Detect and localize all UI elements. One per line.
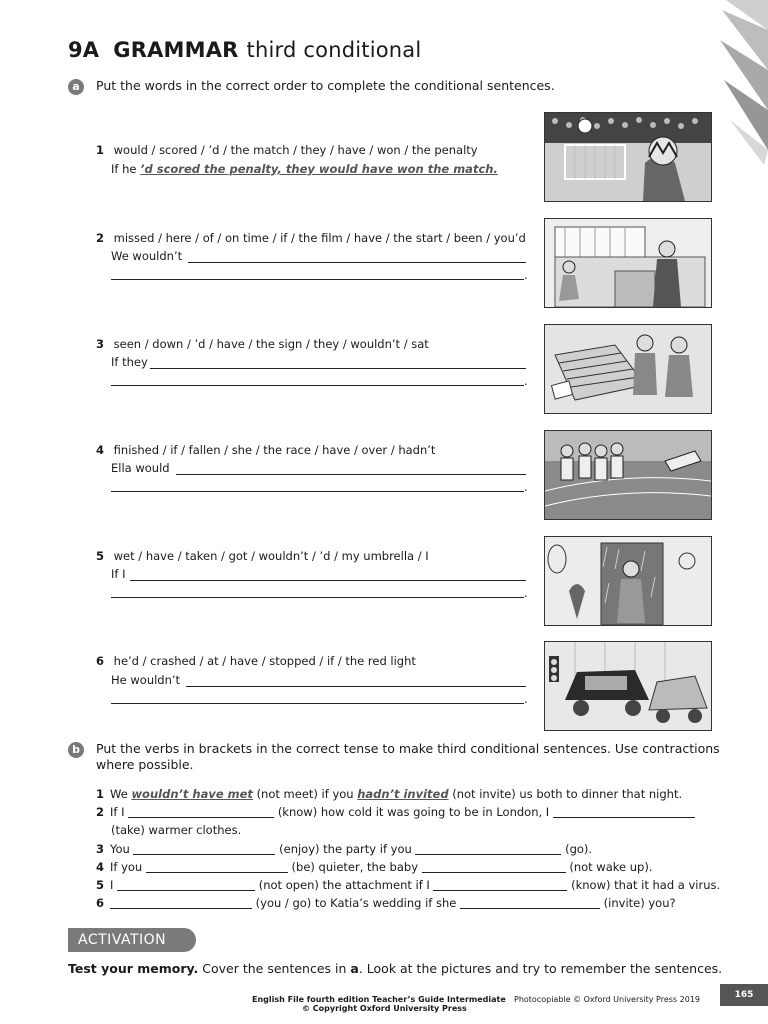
answer-blank[interactable] — [433, 878, 567, 891]
exercise-a-item-1: 1 would / scored / ’d / the match / they / have / won / the penalty — [96, 143, 478, 157]
answer-blank[interactable] — [186, 685, 526, 687]
answer-blank[interactable] — [553, 805, 695, 818]
exercise-b-item-3: 3 You (enjoy) the party if you (go). — [96, 842, 593, 856]
sentence-start-5: If I — [111, 567, 126, 581]
book-title: English File fourth edition Teacher’s Guide Intermediate — [252, 995, 506, 1004]
part-b-badge: b — [68, 742, 84, 758]
illustration-rain — [544, 536, 712, 626]
exercise-a-item-6: 6 he’d / crashed / at / have / stopped / if / the red light — [96, 654, 416, 668]
word-prompt: would / scored / ’d / the match / they / have / won / the penalty — [113, 143, 478, 157]
example-answer: wouldn’t have met — [131, 787, 253, 801]
word-prompt: finished / if / fallen / she / the race / have / over / hadn’t — [113, 443, 436, 457]
page-title — [68, 38, 421, 62]
word-prompt: he’d / crashed / at / have / stopped / if / the red light — [113, 654, 416, 668]
sentence-start-3: If they — [111, 355, 148, 369]
unit-number: 9A — [68, 38, 100, 62]
answer-blank[interactable] — [111, 278, 524, 280]
exercise-b-item-2: 2 If I (know) how cold it was going to be in London, I — [96, 805, 695, 819]
word-prompt: missed / here / of / on time / if / the film / have / the start / been / you’d — [113, 231, 526, 245]
sentence-start-6: He wouldn’t — [111, 673, 181, 687]
exercise-a-item-5: 5 wet / have / taken / got / wouldn’t / ’d / my umbrella / I — [96, 549, 429, 563]
answer-blank[interactable] — [111, 384, 524, 386]
illustration-penalty — [544, 112, 712, 202]
illustration-race — [544, 430, 712, 520]
answer-blank[interactable] — [460, 896, 600, 909]
copyright-notice: © Copyright Oxford University Press — [302, 1004, 467, 1013]
page-number: 165 — [720, 984, 768, 1006]
word-prompt: wet / have / taken / got / wouldn’t / ’d / my umbrella / I — [113, 549, 429, 563]
topic-name: third conditional — [246, 38, 422, 62]
example-answer: hadn’t invited — [357, 787, 449, 801]
exercise-b-item-6: 6 (you / go) to Katia’s wedding if she (invite) you? — [96, 896, 676, 910]
illustration-bench — [544, 324, 712, 414]
illustration-cinema — [544, 218, 712, 308]
answer-blank[interactable] — [176, 473, 526, 475]
exercise-b-item-2-continued: (take) warmer clothes. — [111, 823, 242, 837]
answer-blank[interactable] — [188, 261, 526, 263]
answer-blank[interactable] — [133, 842, 275, 855]
activation-instruction: Test your memory. Cover the sentences in a. Look at the pictures and try to remember the sentences. — [68, 961, 723, 976]
word-prompt: seen / down / ’d / have / the sign / they / wouldn’t / sat — [113, 337, 429, 351]
exercise-a-item-2: 2 missed / here / of / on time / if / the film / have / the start / been / you’d — [96, 231, 526, 245]
answer-blank[interactable] — [111, 490, 524, 492]
answer-blank[interactable] — [146, 860, 288, 873]
exercise-a-item-3: 3 seen / down / ’d / have / the sign / they / wouldn’t / sat — [96, 337, 429, 351]
part-a-instruction: Put the words in the correct order to complete the conditional sentences. — [96, 78, 555, 93]
section-name: GRAMMAR — [113, 38, 239, 62]
sentence-start-2: We wouldn’t — [111, 249, 183, 263]
answer-blank[interactable] — [150, 367, 526, 369]
answer-blank[interactable] — [128, 805, 274, 818]
exercise-b-item-4: 4 If you (be) quieter, the baby (not wake up). — [96, 860, 653, 874]
answer-blank[interactable] — [117, 878, 255, 891]
part-a-badge: a — [68, 79, 84, 95]
exercise-a-item-4: 4 finished / if / fallen / she / the race / have / over / hadn’t — [96, 443, 436, 457]
example-answer: ’d scored the penalty, they would have won the match. — [140, 162, 498, 176]
exercise-b-item-1: 1 We wouldn’t have met (not meet) if you hadn’t invited (not invite) us both to dinner that night. — [96, 787, 683, 801]
answer-blank[interactable] — [111, 596, 524, 598]
answer-line-1: If he ’d scored the penalty, they would have won the match. — [111, 162, 498, 176]
exercise-b-item-5: 5 I (not open) the attachment if I (know) that it had a virus. — [96, 878, 721, 892]
answer-blank[interactable] — [130, 579, 526, 581]
activation-banner: ACTIVATION — [68, 928, 196, 952]
answer-blank[interactable] — [422, 860, 566, 873]
sentence-start-4: Ella would — [111, 461, 170, 475]
part-b-instruction-line-2: where possible. — [96, 757, 194, 772]
answer-blank[interactable] — [415, 842, 561, 855]
part-b-instruction-line-1: Put the verbs in brackets in the correct tense to make third conditional sentences. Use contractions — [96, 741, 720, 756]
illustration-crash — [544, 641, 712, 731]
photocopiable-notice: Photocopiable © Oxford University Press 2019 — [514, 995, 700, 1004]
answer-blank[interactable] — [111, 702, 524, 704]
answer-blank[interactable] — [110, 896, 252, 909]
corner-decoration — [718, 0, 768, 170]
